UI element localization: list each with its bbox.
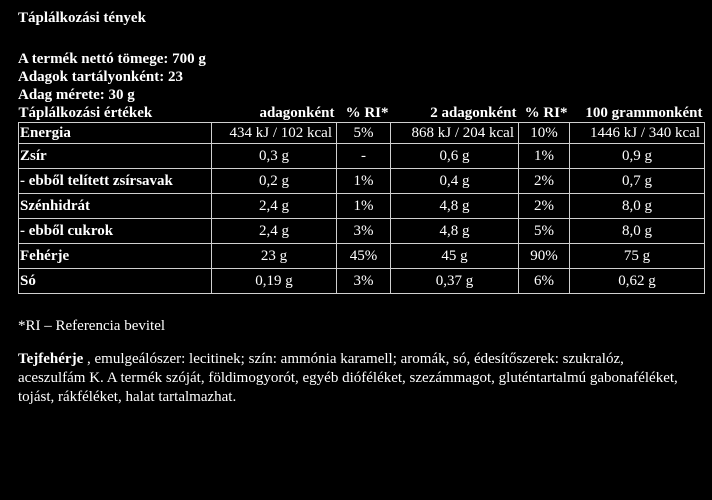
header-ri-per-two-servings: % RI* [524,105,568,121]
document-title: Táplálkozási tények [18,10,146,26]
ri-footnote: *RI – Referencia bevitel [18,318,166,334]
table-row-carbohydrate [19,194,705,219]
cell-ri-per-serving: 1% [337,194,391,219]
cell-per-100g: 75 g [570,244,705,269]
cell-ri-per-two-servings: 2% [519,194,570,219]
cell-ri-per-serving: - [337,144,391,169]
cell-per-serving: 434 kJ / 102 kcal [212,123,337,144]
ingredients-lead: Tejfehérje [18,351,84,367]
table-row-energy [19,123,705,144]
cell-per-two-servings: 45 g [391,244,519,269]
cell-ri-per-two-servings: 10% [519,123,570,144]
cell-per-two-servings: 0,4 g [391,169,519,194]
ingredients-paragraph [18,350,678,407]
cell-per-two-servings: 0,37 g [391,269,519,294]
ingredients-rest: , emulgeálószer: lecitinek; szín: ammónia karamell; aromák, só, édesítőszerek: szukralóz, aceszulfám K. A termék szóját, földimogyorót, egyéb dióféléket, szezámmagot, gluténtartalmú gabonaféléket, tojást, rákféléket, halat tartalmazhat. [18,351,678,405]
row-label: - ebből cukrok [19,219,212,244]
table-row-sugars [19,219,705,244]
cell-ri-per-serving: 1% [337,169,391,194]
row-label: Szénhidrát [19,194,212,219]
serving-size-line: Adag mérete: 30 g [18,87,135,103]
nutrition-table [18,104,705,294]
cell-ri-per-two-servings: 2% [519,169,570,194]
servings-per-container-line: Adagok tartályonként: 23 [18,69,184,85]
cell-per-100g: 8,0 g [570,194,705,219]
cell-ri-per-two-servings: 1% [519,144,570,169]
cell-ri-per-two-servings: 5% [519,219,570,244]
cell-per-serving: 2,4 g [212,219,337,244]
header-ri-per-serving: % RI* [345,105,389,121]
cell-ri-per-serving: 5% [337,123,391,144]
table-row-fat [19,144,705,169]
cell-per-100g: 0,62 g [570,269,705,294]
nutrition-facts-document [18,8,704,407]
cell-ri-per-serving: 3% [337,219,391,244]
table-header-row [19,104,705,123]
cell-per-100g: 0,9 g [570,144,705,169]
cell-per-serving: 23 g [212,244,337,269]
cell-per-two-servings: 4,8 g [391,194,519,219]
table-row-salt [19,269,705,294]
cell-ri-per-two-servings: 6% [519,269,570,294]
cell-per-100g: 8,0 g [570,219,705,244]
net-weight-line: A termék nettó tömege: 700 g [18,51,206,67]
cell-per-two-servings: 4,8 g [391,219,519,244]
cell-ri-per-serving: 3% [337,269,391,294]
cell-per-two-servings: 0,6 g [391,144,519,169]
cell-per-two-servings: 868 kJ / 204 kcal [391,123,519,144]
cell-per-100g: 0,7 g [570,169,705,194]
row-label: Zsír [19,144,212,169]
header-per-serving: adagonként [259,105,335,121]
row-label: Só [19,269,212,294]
cell-per-serving: 2,4 g [212,194,337,219]
cell-per-serving: 0,19 g [212,269,337,294]
header-per-two-servings: 2 adagonként [430,105,517,121]
table-row-protein [19,244,705,269]
cell-per-100g: 1446 kJ / 340 kcal [570,123,705,144]
cell-ri-per-serving: 45% [337,244,391,269]
row-label: Energia [19,123,212,144]
cell-ri-per-two-servings: 90% [519,244,570,269]
header-nutrient-values: Táplálkozási értékek [18,105,153,121]
row-label: Fehérje [19,244,212,269]
cell-per-serving: 0,3 g [212,144,337,169]
cell-per-serving: 0,2 g [212,169,337,194]
header-per-100g: 100 grammonként [585,105,703,121]
row-label: - ebből telített zsírsavak [19,169,212,194]
table-row-saturated-fat [19,169,705,194]
